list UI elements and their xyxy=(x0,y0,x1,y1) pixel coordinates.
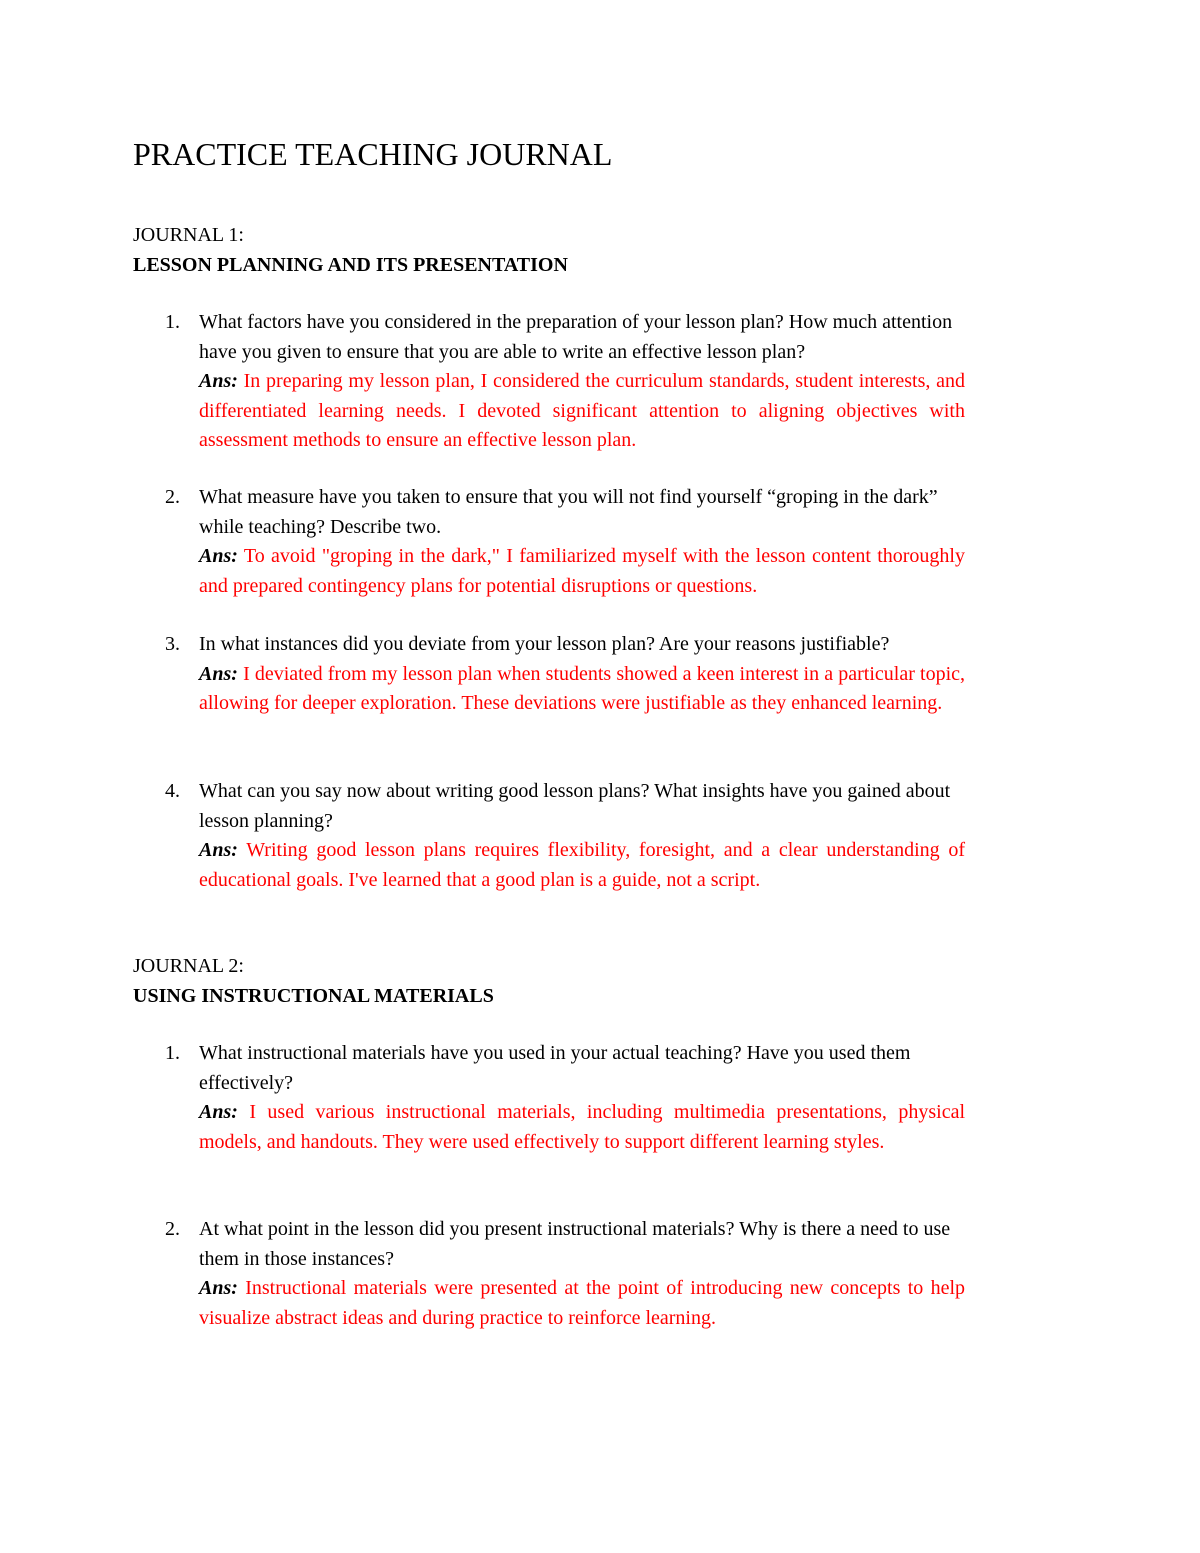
journal-1-item-3 xyxy=(133,630,965,719)
answer-paragraph xyxy=(199,542,965,601)
journal-1-label: JOURNAL 1: xyxy=(133,224,244,246)
item-body xyxy=(199,1215,965,1333)
answer-paragraph xyxy=(199,1274,965,1333)
item-body xyxy=(199,630,965,719)
answer-paragraph xyxy=(199,1098,965,1157)
item-body xyxy=(199,483,965,601)
question-text: What measure have you taken to ensure that you will not find yourself “groping in the dark” while teaching? Describe two. xyxy=(199,486,938,538)
journal-2-item-2 xyxy=(133,1215,965,1333)
journal-1-item-4 xyxy=(133,777,965,895)
journal-2-topic: USING INSTRUCTIONAL MATERIALS xyxy=(133,985,494,1007)
answer-text: Writing good lesson plans requires flexibility, foresight, and a clear understanding of educational goals. I've learned that a good plan is a guide, not a script. xyxy=(199,839,966,891)
document-title: PRACTICE TEACHING JOURNAL xyxy=(133,136,613,172)
journal-1-topic: LESSON PLANNING AND ITS PRESENTATION xyxy=(133,254,568,276)
answer-label: Ans: xyxy=(199,662,238,685)
item-number: 2. xyxy=(165,1218,180,1240)
answer-label: Ans: xyxy=(199,1101,238,1123)
answer-label: Ans: xyxy=(199,370,238,392)
question-text: What factors have you considered in the preparation of your lesson plan? How much attention have you given to ensure that you are able to write an effective lesson plan? xyxy=(199,311,953,363)
journal-1-item-1 xyxy=(133,308,965,456)
item-number: 1. xyxy=(165,1042,180,1064)
question-text: At what point in the lesson did you present instructional materials? Why is there a need to use them in those instances? xyxy=(199,1218,951,1270)
item-number: 3. xyxy=(165,633,180,655)
item-body xyxy=(199,308,965,456)
answer-text: To avoid "groping in the dark," I familiarized myself with the lesson content thoroughly and prepared contingency plans for potential disruptions or questions. xyxy=(199,545,965,597)
item-body xyxy=(199,1039,965,1157)
answer-paragraph xyxy=(199,836,965,895)
question-text: What instructional materials have you used in your actual teaching? Have you used them effectively? xyxy=(199,1042,911,1094)
answer-text: In preparing my lesson plan, I considered the curriculum standards, student interests, and differentiated learning needs. I devoted significant attention to aligning objectives with assessment methods to ensure an effective lesson plan. xyxy=(199,370,965,451)
journal-1-heading xyxy=(133,220,568,280)
answer-label: Ans: xyxy=(199,545,238,567)
answer-text: Instructional materials were presented at the point of introducing new concepts to help visualize abstract ideas and during practice to reinforce learning. xyxy=(199,1277,966,1329)
item-body xyxy=(199,777,965,895)
journal-2-heading xyxy=(133,951,494,1011)
answer-paragraph xyxy=(199,367,965,456)
answer-label: Ans: xyxy=(199,839,238,861)
question-text: In what instances did you deviate from your lesson plan? Are your reasons justifiable? xyxy=(199,633,890,655)
answer-text: I deviated from my lesson plan when students showed a keen interest in a particular topic, allowing for deeper exploration. These deviations were justifiable as they enhanced learning. xyxy=(199,662,966,714)
item-number: 1. xyxy=(165,311,180,333)
item-number: 2. xyxy=(165,486,180,508)
journal-2-label: JOURNAL 2: xyxy=(133,955,244,977)
journal-2-item-1 xyxy=(133,1039,965,1157)
item-number: 4. xyxy=(165,780,180,802)
answer-text: I used various instructional materials, including multimedia presentations, physical models, and handouts. They were used effectively to support different learning styles. xyxy=(199,1101,965,1153)
answer-label: Ans: xyxy=(199,1277,238,1299)
question-text: What can you say now about writing good lesson plans? What insights have you gained about lesson planning? xyxy=(199,780,951,832)
answer-paragraph xyxy=(199,660,965,719)
journal-1-item-2 xyxy=(133,483,965,601)
